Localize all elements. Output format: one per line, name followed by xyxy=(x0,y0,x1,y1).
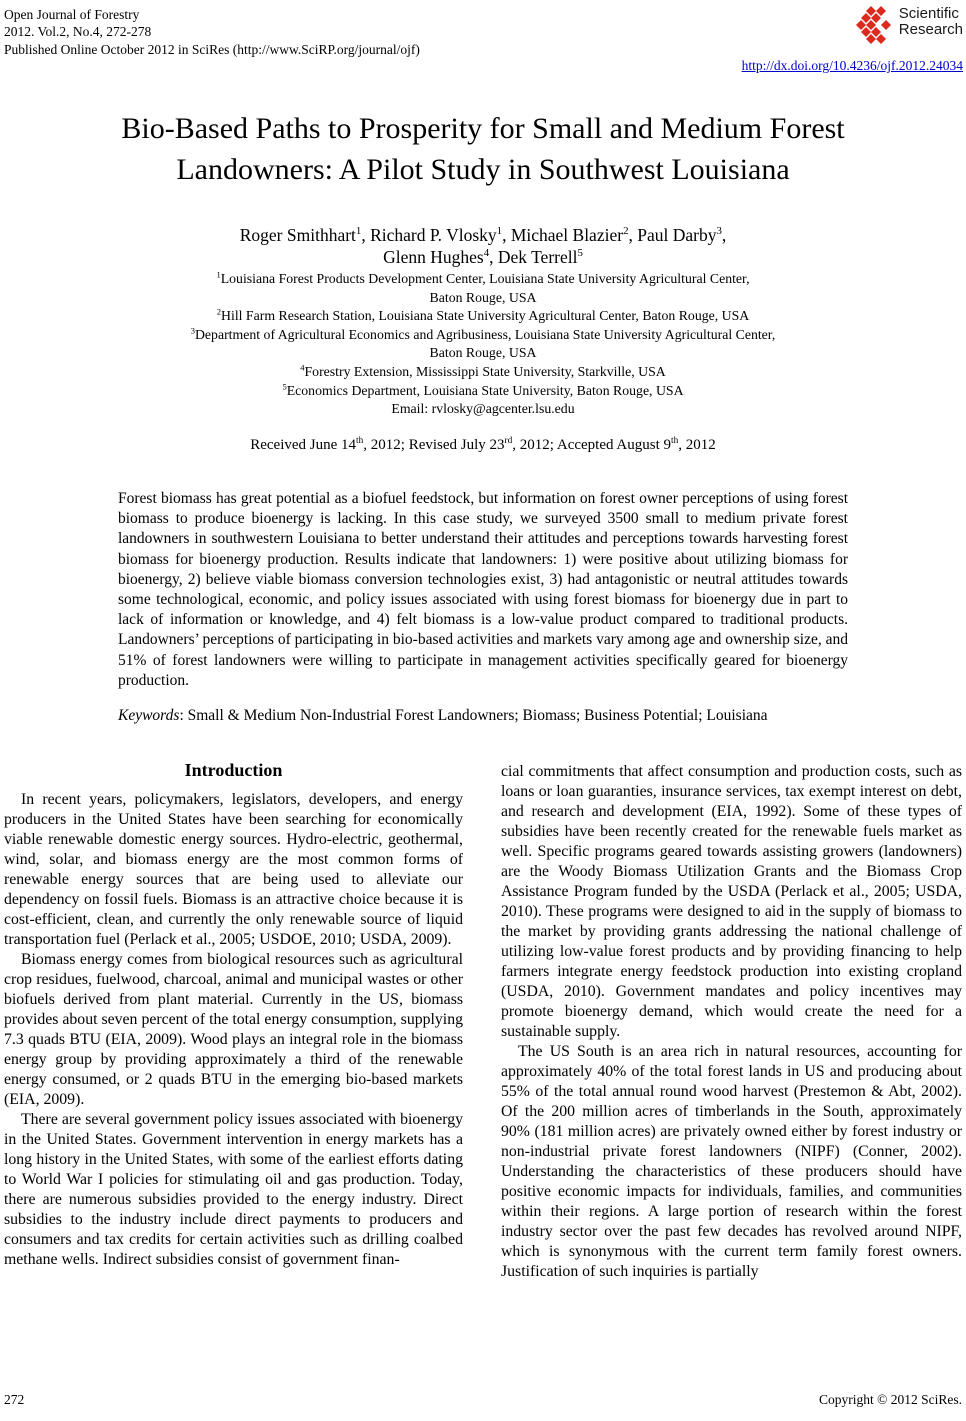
copyright-notice: Copyright © 2012 SciRes. xyxy=(818,1392,962,1407)
affiliations xyxy=(0,270,966,419)
journal-info xyxy=(4,6,420,58)
paragraph: Biomass energy comes from biological resources such as agricultural crop residues, fuelwood, charcoal, animal and municipal wastes or other biofuels derived from plant material. Currently in the US, biomass provides about seven percent of the total energy consumption, supplying 7.3 quads BTU (EIA, 2009). Wood plays an integral role in the biomass energy group by providing approximately a third of the renewable energy consumed, or 2 quads BTU in the emerging bio-based markets (EIA, 2009). xyxy=(4,951,463,1108)
affiliation-line: $^3$Department of Agricultural Economics and Agribusiness, Louisiana State University Agricultural Center, xyxy=(190,325,776,342)
right-column xyxy=(501,762,962,1282)
keywords-label: Keywords xyxy=(118,707,180,724)
affiliation-line: Baton Rouge, USA xyxy=(429,289,537,305)
paper-title-line1: Bio-Based Paths to Prosperity for Small and Medium Forest xyxy=(121,112,845,145)
affiliation-line: $^2$Hill Farm Research Station, Louisiana State University Agricultural Center, Baton Rouge, USA xyxy=(216,306,750,324)
journal-issue: 2012. Vol.2, No.4, 272-278 xyxy=(4,24,152,40)
publisher-name xyxy=(899,6,963,38)
paragraph: There are several government policy issues associated with bioenergy in the United States. Government intervention in energy markets has a long history in the United States, with some of the earliest efforts dating to World War I policies for stimulating oil and gas production. Today, there are numerous subsidies provided to the energy industry. Direct subsidies to the industry include direct payments to producers and consumers and tax credits for certain activities such as drilling coalbed methane wells. Indirect subsidies consist of government finan- xyxy=(4,1111,463,1268)
publisher-name-line1: Scientific xyxy=(898,5,959,22)
publisher-name-line2: Research xyxy=(898,21,963,38)
affiliation-line: $^1$Louisiana Forest Products Development Center, Louisiana State University Agricultural Center, xyxy=(216,269,750,286)
page-header xyxy=(4,6,963,75)
journal-published-line: Published Online October 2012 in SciRes (http://www.SciRP.org/journal/ojf) xyxy=(4,41,420,57)
paper-title-line2: Landowners: A Pilot Study in Southwest Louisiana xyxy=(176,153,790,186)
publisher-block xyxy=(742,6,963,75)
author-email: Email: rvlosky@agcenter.lsu.edu xyxy=(391,401,575,417)
page-footer xyxy=(4,1392,962,1408)
keywords-line xyxy=(118,707,848,725)
author-line2: Glenn Hughes$^4$, Dek Terrell$^5$ xyxy=(383,247,583,267)
paragraph: In recent years, policymakers, legislators, developers, and energy producers in the United States have been searching for economically viable renewable domestic energy sources. Hydro-electric, geothermal, wind, solar, and biomass energy are the most common forms of renewable energy sources that are being used to alleviate our dependency on fossil fuels. Biomass is an attractive choice because it is cost-efficient, clean, and currently the only renewable source of liquid transportation fuel (Perlack et al., 2005; USDOE, 2010; USDA, 2009). xyxy=(4,791,463,948)
scientific-research-diamonds-icon xyxy=(846,6,894,51)
paragraph: The US South is an area rich in natural resources, accounting for approximately 40% of the total forest lands in US and producing about 55% of the total annual round wood harvest (Prestemon & Abt, 2002). Of the 200 million acres of timberlands in the South, approximately 90% (181 million acres) are privately owned either by forest industry or non-industrial private forest landowners (NIPF) (Conner, 2002). Understanding the characteristics of these producers should have positive economic impacts for individuals, families, and communities within their regions. A large portion of research within the forest industry sector over the past few decades has revolved around NIPF, which is synonymous with the current term family forest owners. Justification of such inquiries is partially xyxy=(501,1043,962,1280)
left-column xyxy=(4,760,463,1270)
received-dates: Received June 14th, 2012; Revised July 23rd, 2012; Accepted August 9th, 2012 xyxy=(250,436,716,453)
journal-title: Open Journal of Forestry xyxy=(4,7,140,22)
keywords-text: : Small & Medium Non-Industrial Forest Landowners; Biomass; Business Potential; Louisiana xyxy=(179,707,768,724)
section-heading-introduction: Introduction xyxy=(184,760,283,780)
abstract: Forest biomass has great potential as a biofuel feedstock, but information on forest owner perceptions of using forest biomass to produce bioenergy is lacking. In this case study, we surveyed 3500 small to medium private forest landowners in southwestern Louisiana to better understand their attitudes and perceptions towards harvesting forest biomass for bioenergy production. Results indicate that landowners: 1) were positive about utilizing biomass for bioenergy, 2) believe viable biomass conversion technologies exist, 3) had antagonistic or neutral attitudes towards some technological, economic, and policy issues associated with using forest biomass for bioenergy due in part to lack of information or knowledge, and 4) felt biomass is a low-value product compared to traditional products. Landowners’ perceptions of participating in bio-based activities and markets vary among age and ownership size, and 51% of forest landowners were willing to participate in management activities specifically geared for bioenergy production. xyxy=(118,490,848,689)
paper-title xyxy=(0,108,966,190)
affiliation-line: $^5$Economics Department, Louisiana State University, Baton Rouge, USA xyxy=(282,380,684,398)
doi-link[interactable]: http://dx.doi.org/10.4236/ojf.2012.24034 xyxy=(741,58,963,73)
author-line1: Roger Smithhart$^1$, Richard P. Vlosky$^1$, Michael Blazier$^2$, Paul Darby$^3$, xyxy=(239,225,727,245)
page-number: 272 xyxy=(4,1392,25,1407)
paragraph: cial commitments that affect consumption and production costs, such as loans or loan guaranties, insurance services, tax exempt interest on debt, and research and development (EIA, 1992). Some of these types of subsidies have been recently created for the renewable fuels market as well. Specific programs geared towards assisting growers (landowners) are the Woody Biomass Utilization Grants and the Biomass Crop Assistance Program funded by the USDA (Perlack et al., 2005; USDA, 2010). These programs were designed to aid in the supply of biomass to the market by providing grants addressing the national challenge of utilizing low-value forest products and by providing financing to help farmers integrate energy feedstock production into existing cropland (USDA, 2010). Government mandates and policy incentives may promote bioenergy demand, which would create the need for a sustainable supply. xyxy=(501,763,962,1040)
affiliation-line: $^4$Forestry Extension, Mississippi State University, Starkville, USA xyxy=(300,362,666,379)
author-list xyxy=(0,224,966,268)
affiliation-line: Baton Rouge, USA xyxy=(429,345,537,361)
